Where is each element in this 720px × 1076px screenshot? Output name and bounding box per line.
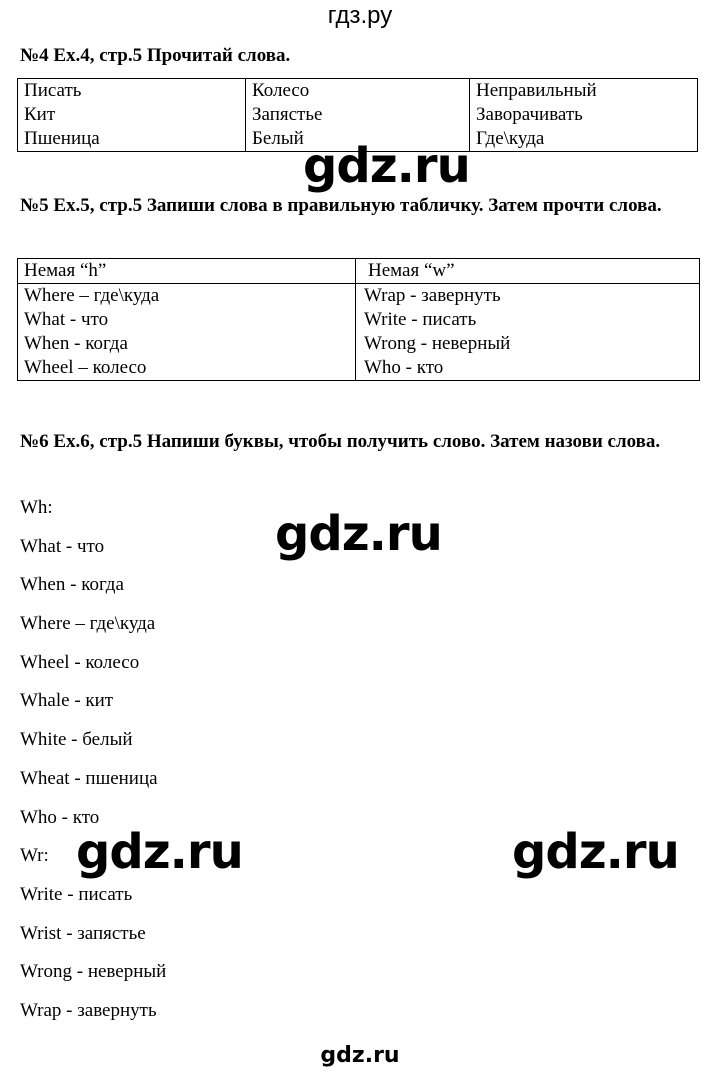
list-item: Wh: — [20, 497, 53, 518]
list-item: Wheat - пшеница — [20, 767, 158, 789]
table-cell: Wrong - неверный — [364, 333, 511, 354]
table-cell: Неправильный — [476, 80, 597, 101]
list-item: Wrap - завернуть — [20, 999, 157, 1021]
table-cell: Заворачивать — [476, 104, 583, 125]
list-item: Who - кто — [20, 806, 100, 828]
list-item: When - когда — [20, 574, 124, 596]
table-cell: Писать — [24, 80, 82, 101]
table-cell: Где\куда — [476, 128, 545, 149]
list-item: White - белый — [20, 729, 133, 751]
ex5-word-table — [17, 258, 700, 381]
table-cell: Пшеница — [24, 128, 100, 149]
list-item: What - что — [20, 535, 105, 557]
ex6-word-list — [20, 494, 166, 1036]
list-item: Wrong - неверный — [20, 961, 167, 983]
table-header-row — [18, 259, 700, 284]
table-cell: Колесо — [252, 80, 310, 101]
column-header-silent-h: Немая “h” — [18, 259, 356, 284]
table-row — [18, 284, 700, 381]
table-cell: Запястье — [252, 104, 323, 125]
list-item: Where – где\куда — [20, 613, 156, 635]
column-header-silent-w: Немая “w” — [356, 259, 700, 284]
silent-w-words — [356, 284, 700, 381]
watermark-logo: gdz.ru — [303, 138, 470, 194]
watermark-logo: gdz.ru — [275, 506, 442, 562]
site-title: гдз.ру — [327, 2, 393, 29]
ex6-heading: №6 Ex.6, стр.5 Напиши буквы, чтобы получить слово. Затем назови слова. — [20, 431, 661, 452]
silent-h-words — [18, 284, 356, 381]
list-item: Wr: — [20, 845, 49, 867]
table-cell: What - что — [24, 309, 109, 330]
list-item: Write - писать — [20, 883, 133, 905]
watermark-logo: gdz.ru — [512, 824, 679, 880]
list-item: Wrist - запястье — [20, 922, 146, 944]
ex4-column-3 — [470, 79, 698, 152]
ex4-heading: №4 Ex.4, стр.5 Прочитай слова. — [20, 45, 291, 66]
ex5-heading: №5 Ex.5, стр.5 Запиши слова в правильную табличку. Затем прочти слова. — [20, 195, 662, 216]
footer-watermark: gdz.ru — [320, 1043, 400, 1068]
watermark-logo: gdz.ru — [76, 824, 243, 880]
table-cell: Белый — [252, 128, 304, 149]
table-cell: When - когда — [24, 333, 128, 354]
list-item: Whale - кит — [20, 690, 114, 712]
list-item: Wheel - колесо — [20, 651, 140, 673]
table-cell: Wheel – колесо — [24, 357, 147, 378]
table-cell: Write - писать — [364, 309, 477, 330]
table-cell: Where – где\куда — [24, 285, 160, 306]
table-cell: Wrap - завернуть — [364, 285, 501, 306]
ex4-column-1 — [18, 79, 246, 152]
table-cell: Who - кто — [364, 357, 444, 378]
table-cell: Кит — [24, 104, 56, 125]
